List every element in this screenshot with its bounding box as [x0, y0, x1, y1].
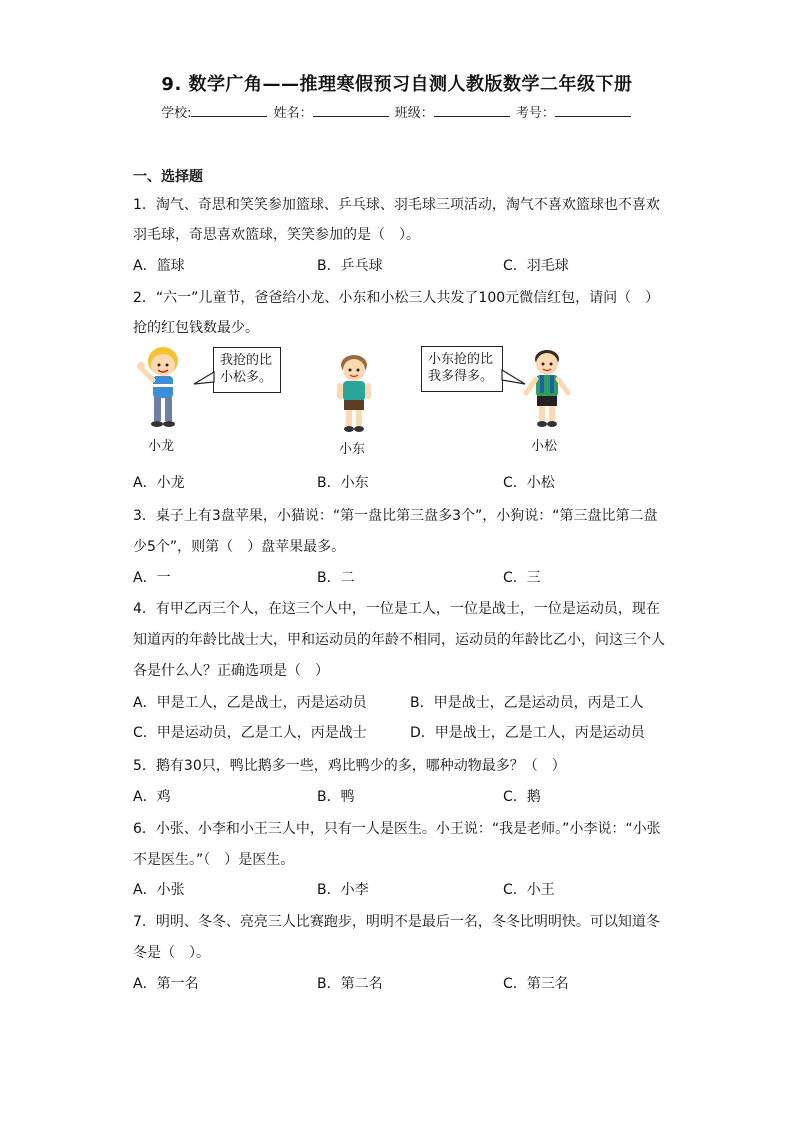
q6-text-line1: 6．小张、小李和小王三人中，只有一人是医生。小王说：“我是老师。”小李说：“小张 [133, 821, 661, 837]
q4-option-d[interactable]: D．甲是战士，乙是工人，丙是运动员 [410, 725, 645, 741]
student-info-line [0, 102, 794, 121]
q4-option-a[interactable]: A．甲是工人，乙是战士，丙是运动员 [133, 695, 367, 711]
q4-text-line3: 各是什么人？正确选项是（ ） [133, 663, 329, 679]
speech-text-xiaolong: 我抢的比小松多。 [220, 353, 273, 385]
q6-option-c[interactable]: C．小王 [503, 882, 555, 898]
page-title: 9. 数学广角——推理寒假预习自测人教版数学二年级下册 [161, 74, 633, 95]
q3-option-c[interactable]: C．三 [503, 570, 541, 586]
name-xiaosong: 小松 [531, 439, 558, 454]
q4-text-line1: 4．有甲乙丙三个人，在这三个人中，一位是工人，一位是战士，一位是运动员，现在 [133, 601, 660, 617]
q7-text-line1: 7．明明、冬冬、亮亮三人比赛跑步，明明不是最后一名，冬冬比明明快。可以知道冬 [133, 914, 660, 930]
q3-text-line1: 3．桌子上有3盘苹果，小猫说：“第一盘比第三盘多3个”，小狗说：“第三盘比第二盘 [133, 508, 658, 524]
q7-option-c[interactable]: C．第三名 [503, 976, 569, 992]
class-label: 班级： [394, 106, 434, 121]
q4-text-line2: 知道丙的年龄比战士大，甲和运动员的年龄不相同，运动员的年龄比乙小，问这三个人 [133, 632, 665, 648]
q2-option-a[interactable]: A．小龙 [133, 475, 185, 491]
number-label: 考号： [515, 106, 555, 121]
q7-option-a[interactable]: A．第一名 [133, 976, 199, 992]
q5-text-line1: 5．鹅有30只，鸭比鹅多一些，鸡比鸭少的多，哪种动物最多？（ ） [133, 758, 566, 774]
speech-bubble-xiaosong [421, 346, 503, 392]
speech-text-xiaosong: 小东抢的比我多得多。 [428, 352, 494, 384]
q2-text-line1: 2．“六一”儿童节，爸爸给小龙、小东和小松三人共发了100元微信红包，请问（ ） [133, 290, 660, 306]
name-blank[interactable] [313, 104, 389, 117]
q2-option-c[interactable]: C．小松 [503, 475, 555, 491]
q4-option-b[interactable]: B．甲是战士，乙是运动员，丙是工人 [410, 695, 644, 711]
name-label: 姓名： [273, 106, 313, 121]
q2-option-b[interactable]: B．小东 [317, 475, 369, 491]
school-blank[interactable] [191, 104, 267, 117]
q5-option-c[interactable]: C．鹅 [503, 789, 541, 805]
q5-option-b[interactable]: B．鸭 [317, 789, 355, 805]
boy-xiaodong-illustration [332, 352, 376, 434]
q2-text-line2: 抢的红包钱数最少。 [133, 320, 259, 336]
q6-option-a[interactable]: A．小张 [133, 882, 185, 898]
q1-option-b[interactable]: B．乒乓球 [317, 258, 383, 274]
name-xiaolong: 小龙 [148, 439, 175, 454]
q6-option-b[interactable]: B．小李 [317, 882, 369, 898]
q1-option-c[interactable]: C．羽毛球 [503, 258, 569, 274]
speech-tail-xiaolong [192, 370, 215, 390]
boy-xiaolong-illustration [136, 344, 186, 430]
q6-text-line2: 不是医生。”（ ）是医生。 [133, 852, 295, 868]
school-label: 学校: [161, 106, 192, 121]
speech-bubble-xiaolong [213, 347, 281, 393]
q3-text-line2: 少5个”，则第（ ）盘苹果最多。 [133, 539, 346, 555]
number-blank[interactable] [555, 104, 631, 117]
boy-xiaosong-illustration [522, 347, 572, 429]
q3-option-a[interactable]: A．一 [133, 570, 171, 586]
q7-option-b[interactable]: B．第二名 [317, 976, 383, 992]
class-blank[interactable] [434, 104, 510, 117]
q7-text-line2: 冬是（ ）。 [133, 945, 210, 961]
name-xiaodong: 小东 [339, 442, 366, 457]
q4-option-c[interactable]: C．甲是运动员，乙是工人，丙是战士 [133, 725, 367, 741]
q3-option-b[interactable]: B．二 [317, 570, 355, 586]
section-title: 一、选择题 [133, 169, 203, 185]
q1-text-line1: 1．淘气、奇思和笑笑参加篮球、乒乓球、羽毛球三项活动，淘气不喜欢篮球也不喜欢 [133, 197, 660, 213]
q1-text-line2: 羽毛球，奇思喜欢篮球，笑笑参加的是（ ）。 [133, 227, 420, 243]
q1-option-a[interactable]: A．篮球 [133, 258, 185, 274]
q5-option-a[interactable]: A．鸡 [133, 789, 171, 805]
